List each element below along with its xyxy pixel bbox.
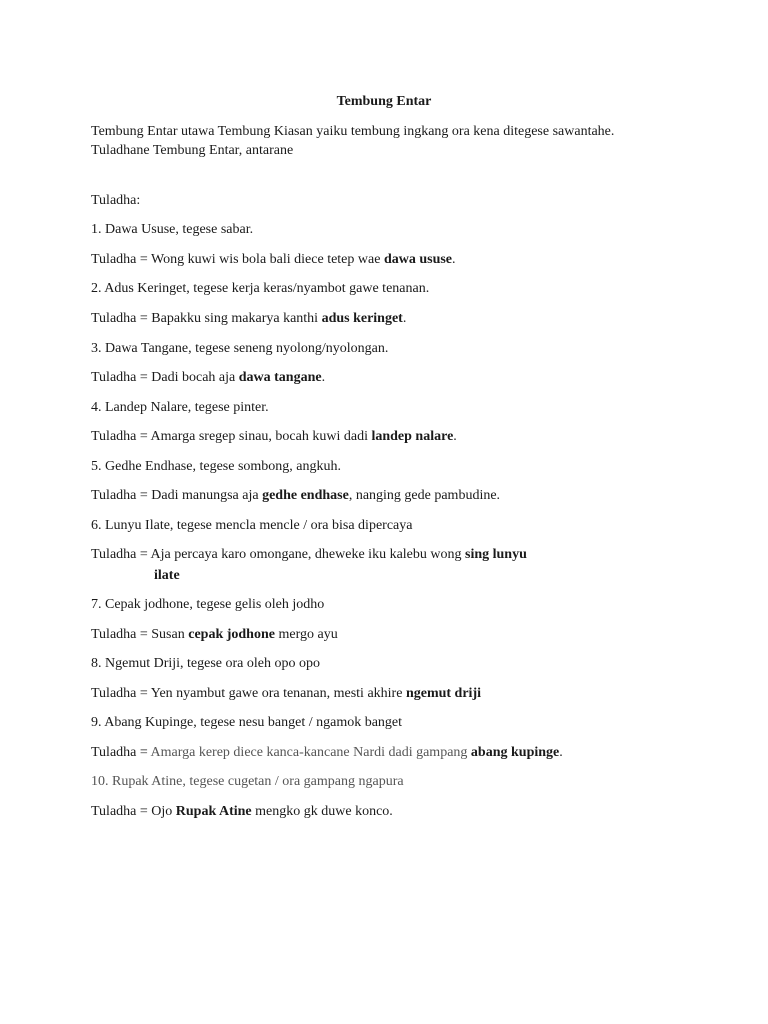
intro-line-1: Tembung Entar utawa Tembung Kiasan yaiku tembung ingkang ora kena ditegese sawantahe. xyxy=(91,124,615,139)
item-9-example xyxy=(91,744,563,762)
item-2-example xyxy=(91,310,406,328)
intro-line-2: Tuladhane Tembung Entar, antarane xyxy=(91,143,294,158)
example-label: Tuladha = xyxy=(91,745,151,760)
item-1-example xyxy=(91,251,456,269)
example-text-end: . xyxy=(402,311,407,326)
example-text-end: . xyxy=(559,745,563,760)
item-4-example xyxy=(91,428,457,446)
item-2-definition: 2. Adus Keringet, tegese kerja keras/nyambot gawe tenanan. xyxy=(91,281,430,296)
example-bold-term: ngemut driji xyxy=(405,686,481,701)
example-bold-term: adus keringet xyxy=(321,311,403,326)
example-text: Tuladha = Susan xyxy=(91,627,189,642)
example-text: Amarga kerep diece kanca-kancane Nardi dadi gampang xyxy=(150,745,471,760)
example-text: Tuladha = Bapakku sing makarya kanthi xyxy=(91,311,322,326)
item-9-definition: 9. Abang Kupinge, tegese nesu banget / ngamok banget xyxy=(91,715,403,730)
example-text: Tuladha = Amarga sregep sinau, bocah kuwi dadi xyxy=(91,429,372,444)
item-3-definition: 3. Dawa Tangane, tegese seneng nyolong/nyolongan. xyxy=(91,341,389,356)
example-text: Tuladha = Dadi manungsa aja xyxy=(91,488,263,503)
example-text: Tuladha = Dadi bocah aja xyxy=(91,370,239,385)
example-text-end: mergo ayu xyxy=(274,627,338,642)
example-text: Tuladha = Yen nyambut gawe ora tenanan, mesti akhire xyxy=(91,686,406,701)
item-7-definition: 7. Cepak jodhone, tegese gelis oleh jodho xyxy=(91,597,325,612)
example-text: Tuladha = Ojo xyxy=(91,804,176,819)
item-6-example-continuation xyxy=(154,567,180,585)
example-text: Tuladha = Aja percaya karo omongane, dheweke iku kalebu wong xyxy=(91,547,465,562)
tuladha-heading: Tuladha: xyxy=(91,193,141,208)
item-10-definition: 10. Rupak Atine, tegese cugetan / ora gampang ngapura xyxy=(91,774,404,789)
example-bold-term: dawa ususe xyxy=(383,252,453,267)
example-bold-term: landep nalare xyxy=(371,429,454,444)
example-bold-term: sing lunyu xyxy=(465,547,527,562)
example-bold-term: dawa tangane xyxy=(238,370,322,385)
item-6-example xyxy=(91,546,527,564)
item-5-example xyxy=(91,487,500,505)
item-8-example xyxy=(91,685,481,703)
example-text: Tuladha = Wong kuwi wis bola bali diece tetep wae xyxy=(91,252,384,267)
document-title: Tembung Entar xyxy=(336,94,432,109)
example-bold-term: gedhe endhase xyxy=(262,488,349,503)
item-1-definition: 1. Dawa Ususe, tegese sabar. xyxy=(91,222,254,237)
example-text-end: . xyxy=(321,370,326,385)
item-10-example xyxy=(91,803,393,821)
item-3-example xyxy=(91,369,325,387)
item-6-definition: 6. Lunyu Ilate, tegese mencla mencle / ora bisa dipercaya xyxy=(91,518,413,533)
example-text-end: . xyxy=(453,429,457,444)
example-bold-term: abang kupinge xyxy=(470,745,560,760)
example-bold-term: cepak jodhone xyxy=(188,627,275,642)
item-4-definition: 4. Landep Nalare, tegese pinter. xyxy=(91,400,269,415)
example-bold-term: ilate xyxy=(154,568,180,583)
item-7-example xyxy=(91,626,338,644)
example-bold-term: Rupak Atine xyxy=(175,804,252,819)
example-text-end: . xyxy=(452,252,456,267)
example-text-end: , nanging gede pambudine. xyxy=(348,488,501,503)
item-8-definition: 8. Ngemut Driji, tegese ora oleh opo opo xyxy=(91,656,321,671)
example-text-end: mengko gk duwe konco. xyxy=(251,804,393,819)
item-5-definition: 5. Gedhe Endhase, tegese sombong, angkuh. xyxy=(91,459,341,474)
